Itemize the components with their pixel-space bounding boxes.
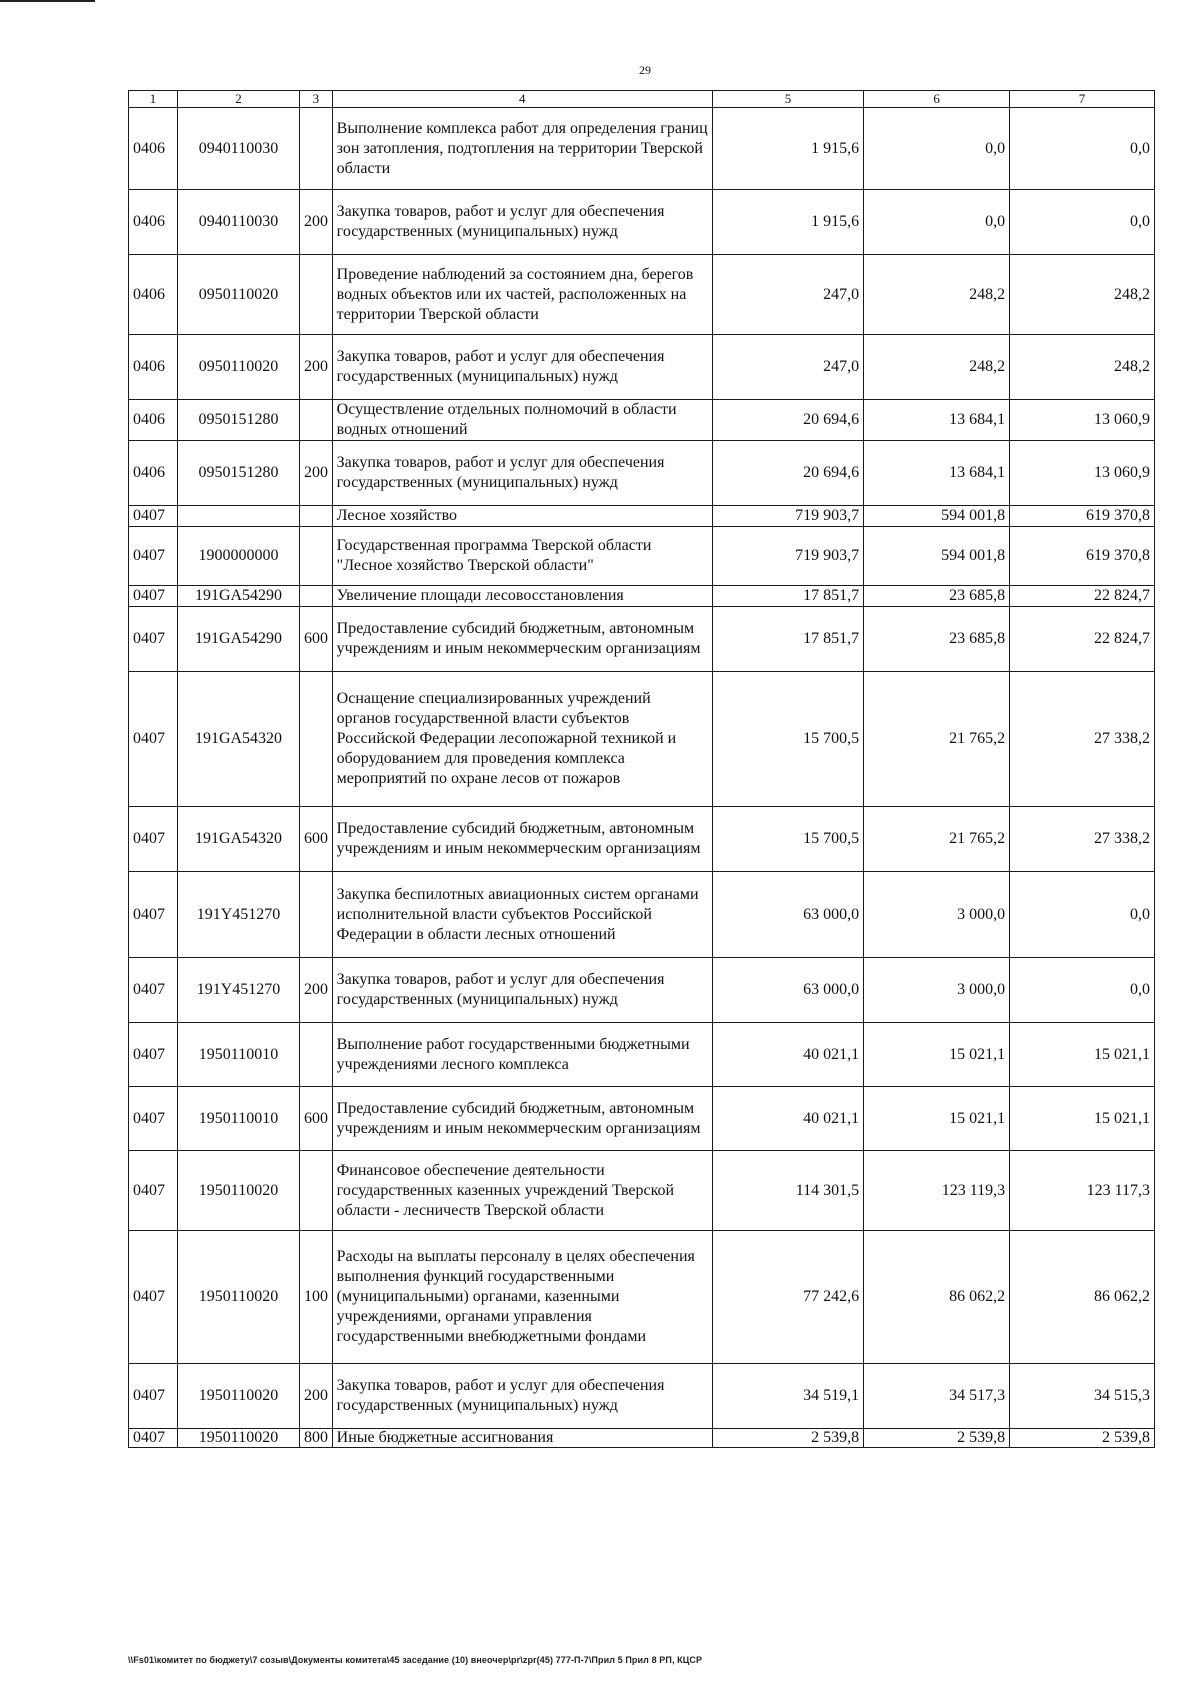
description-cell: Выполнение работ государственными бюджетными учреждениями лесного комплекса bbox=[332, 1023, 712, 1087]
value-col5-cell: 40 021,1 bbox=[712, 1023, 863, 1087]
header-row bbox=[129, 91, 1155, 108]
description-cell: Закупка товаров, работ и услуг для обеспечения государственных (муниципальных) нужд bbox=[332, 190, 712, 255]
target-code-cell: 191GA54290 bbox=[178, 607, 300, 672]
value-col6-cell: 15 021,1 bbox=[864, 1023, 1010, 1087]
expense-type-cell bbox=[299, 872, 332, 958]
section-cell: 0406 bbox=[129, 441, 178, 506]
value-col6-cell: 21 765,2 bbox=[864, 672, 1010, 807]
target-code-cell: 0950110020 bbox=[178, 255, 300, 335]
column-header-1: 1 bbox=[129, 91, 178, 108]
table-row bbox=[129, 527, 1155, 586]
value-col7-cell: 248,2 bbox=[1010, 255, 1155, 335]
description-cell: Иные бюджетные ассигнования bbox=[332, 1429, 712, 1448]
target-code-cell: 191Y451270 bbox=[178, 958, 300, 1023]
expense-type-cell: 600 bbox=[299, 607, 332, 672]
target-code-cell: 0950110020 bbox=[178, 335, 300, 400]
section-cell: 0406 bbox=[129, 335, 178, 400]
value-col5-cell: 17 851,7 bbox=[712, 586, 863, 607]
description-cell: Закупка товаров, работ и услуг для обеспечения государственных (муниципальных) нужд bbox=[332, 1364, 712, 1429]
section-cell: 0406 bbox=[129, 108, 178, 190]
description-cell: Предоставление субсидий бюджетным, автономным учреждениям и иным некоммерческим организациям bbox=[332, 607, 712, 672]
value-col5-cell: 77 242,6 bbox=[712, 1231, 863, 1364]
expense-type-cell bbox=[299, 1151, 332, 1231]
target-code-cell: 1950110020 bbox=[178, 1429, 300, 1448]
value-col5-cell: 114 301,5 bbox=[712, 1151, 863, 1231]
table-row bbox=[129, 1429, 1155, 1448]
footer-file-path: \\Fs01\комитет по бюджету\7 созыв\Документы комитета\45 заседание (10) внеочер\pr\zpr(45) 777-П-7\Прил 5 Прил 8 РП, КЦСР bbox=[128, 1655, 703, 1665]
section-cell: 0407 bbox=[129, 607, 178, 672]
value-col7-cell: 619 370,8 bbox=[1010, 506, 1155, 527]
value-col5-cell: 20 694,6 bbox=[712, 441, 863, 506]
value-col7-cell: 123 117,3 bbox=[1010, 1151, 1155, 1231]
table-row bbox=[129, 958, 1155, 1023]
section-cell: 0406 bbox=[129, 400, 178, 441]
target-code-cell bbox=[178, 506, 300, 527]
value-col5-cell: 719 903,7 bbox=[712, 527, 863, 586]
section-cell: 0407 bbox=[129, 1023, 178, 1087]
section-cell: 0407 bbox=[129, 807, 178, 872]
description-cell: Лесное хозяйство bbox=[332, 506, 712, 527]
value-col7-cell: 0,0 bbox=[1010, 872, 1155, 958]
target-code-cell: 0950151280 bbox=[178, 400, 300, 441]
value-col5-cell: 719 903,7 bbox=[712, 506, 863, 527]
target-code-cell: 191Y451270 bbox=[178, 872, 300, 958]
description-cell: Увеличение площади лесовосстановления bbox=[332, 586, 712, 607]
description-cell: Закупка товаров, работ и услуг для обеспечения государственных (муниципальных) нужд bbox=[332, 958, 712, 1023]
value-col6-cell: 21 765,2 bbox=[864, 807, 1010, 872]
table-row bbox=[129, 335, 1155, 400]
expense-type-cell bbox=[299, 255, 332, 335]
value-col6-cell: 86 062,2 bbox=[864, 1231, 1010, 1364]
expense-type-cell: 100 bbox=[299, 1231, 332, 1364]
value-col6-cell: 0,0 bbox=[864, 190, 1010, 255]
value-col7-cell: 13 060,9 bbox=[1010, 400, 1155, 441]
description-cell: Проведение наблюдений за состоянием дна, берегов водных объектов или их частей, расположенных на территории Тверской области bbox=[332, 255, 712, 335]
value-col7-cell: 86 062,2 bbox=[1010, 1231, 1155, 1364]
value-col6-cell: 13 684,1 bbox=[864, 400, 1010, 441]
description-cell: Оснащение специализированных учреждений органов государственной власти субъектов Российской Федерации лесопожарной техникой и оборудованием для проведения комплекса мероприятий по охране лесов от пожаров bbox=[332, 672, 712, 807]
value-col7-cell: 22 824,7 bbox=[1010, 586, 1155, 607]
target-code-cell: 1950110010 bbox=[178, 1087, 300, 1151]
target-code-cell: 0940110030 bbox=[178, 108, 300, 190]
section-cell: 0406 bbox=[129, 190, 178, 255]
target-code-cell: 0950151280 bbox=[178, 441, 300, 506]
budget-table bbox=[128, 90, 1155, 1448]
target-code-cell: 1950110020 bbox=[178, 1231, 300, 1364]
expense-type-cell: 600 bbox=[299, 807, 332, 872]
target-code-cell: 1950110020 bbox=[178, 1151, 300, 1231]
description-cell: Расходы на выплаты персоналу в целях обеспечения выполнения функций государственными (муниципальными) органами, казенными учреждениями, органами управления государственными внебюджетными фондами bbox=[332, 1231, 712, 1364]
section-cell: 0407 bbox=[129, 1151, 178, 1231]
expense-type-cell: 600 bbox=[299, 1087, 332, 1151]
table-row bbox=[129, 1087, 1155, 1151]
value-col6-cell: 594 001,8 bbox=[864, 506, 1010, 527]
value-col6-cell: 0,0 bbox=[864, 108, 1010, 190]
expense-type-cell bbox=[299, 672, 332, 807]
value-col7-cell: 0,0 bbox=[1010, 190, 1155, 255]
column-header-5: 5 bbox=[712, 91, 863, 108]
value-col7-cell: 13 060,9 bbox=[1010, 441, 1155, 506]
table-row bbox=[129, 506, 1155, 527]
table-row bbox=[129, 672, 1155, 807]
table-row bbox=[129, 1023, 1155, 1087]
value-col5-cell: 1 915,6 bbox=[712, 190, 863, 255]
description-cell: Финансовое обеспечение деятельности государственных казенных учреждений Тверской области - лесничеств Тверской области bbox=[332, 1151, 712, 1231]
column-header-6: 6 bbox=[864, 91, 1010, 108]
expense-type-cell: 200 bbox=[299, 190, 332, 255]
target-code-cell: 1950110020 bbox=[178, 1364, 300, 1429]
value-col7-cell: 34 515,3 bbox=[1010, 1364, 1155, 1429]
value-col7-cell: 0,0 bbox=[1010, 958, 1155, 1023]
value-col5-cell: 17 851,7 bbox=[712, 607, 863, 672]
table-row bbox=[129, 586, 1155, 607]
expense-type-cell bbox=[299, 506, 332, 527]
table-row bbox=[129, 1231, 1155, 1364]
expense-type-cell: 200 bbox=[299, 958, 332, 1023]
value-col5-cell: 20 694,6 bbox=[712, 400, 863, 441]
expense-type-cell bbox=[299, 1023, 332, 1087]
value-col6-cell: 34 517,3 bbox=[864, 1364, 1010, 1429]
table-row bbox=[129, 1364, 1155, 1429]
value-col6-cell: 13 684,1 bbox=[864, 441, 1010, 506]
value-col7-cell: 27 338,2 bbox=[1010, 672, 1155, 807]
expense-type-cell bbox=[299, 400, 332, 441]
expense-type-cell: 800 bbox=[299, 1429, 332, 1448]
target-code-cell: 0940110030 bbox=[178, 190, 300, 255]
value-col5-cell: 34 519,1 bbox=[712, 1364, 863, 1429]
table-row bbox=[129, 400, 1155, 441]
value-col6-cell: 15 021,1 bbox=[864, 1087, 1010, 1151]
value-col6-cell: 23 685,8 bbox=[864, 607, 1010, 672]
table-body bbox=[129, 108, 1155, 1448]
value-col7-cell: 619 370,8 bbox=[1010, 527, 1155, 586]
expense-type-cell bbox=[299, 527, 332, 586]
value-col7-cell: 15 021,1 bbox=[1010, 1087, 1155, 1151]
section-cell: 0407 bbox=[129, 506, 178, 527]
table-row bbox=[129, 807, 1155, 872]
section-cell: 0407 bbox=[129, 672, 178, 807]
value-col5-cell: 15 700,5 bbox=[712, 807, 863, 872]
column-header-3: 3 bbox=[299, 91, 332, 108]
value-col5-cell: 63 000,0 bbox=[712, 958, 863, 1023]
value-col5-cell: 63 000,0 bbox=[712, 872, 863, 958]
section-cell: 0407 bbox=[129, 1087, 178, 1151]
value-col7-cell: 27 338,2 bbox=[1010, 807, 1155, 872]
table-row bbox=[129, 108, 1155, 190]
value-col6-cell: 2 539,8 bbox=[864, 1429, 1010, 1448]
expense-type-cell: 200 bbox=[299, 441, 332, 506]
description-cell: Предоставление субсидий бюджетным, автономным учреждениям и иным некоммерческим организациям bbox=[332, 807, 712, 872]
target-code-cell: 1900000000 bbox=[178, 527, 300, 586]
value-col5-cell: 15 700,5 bbox=[712, 672, 863, 807]
scan-edge-line bbox=[0, 0, 95, 2]
description-cell: Предоставление субсидий бюджетным, автономным учреждениям и иным некоммерческим организациям bbox=[332, 1087, 712, 1151]
description-cell: Закупка товаров, работ и услуг для обеспечения государственных (муниципальных) нужд bbox=[332, 335, 712, 400]
section-cell: 0406 bbox=[129, 255, 178, 335]
table-row bbox=[129, 441, 1155, 506]
column-header-7: 7 bbox=[1010, 91, 1155, 108]
value-col5-cell: 2 539,8 bbox=[712, 1429, 863, 1448]
value-col7-cell: 2 539,8 bbox=[1010, 1429, 1155, 1448]
value-col6-cell: 248,2 bbox=[864, 255, 1010, 335]
section-cell: 0407 bbox=[129, 1231, 178, 1364]
value-col7-cell: 22 824,7 bbox=[1010, 607, 1155, 672]
target-code-cell: 191GA54320 bbox=[178, 807, 300, 872]
value-col5-cell: 247,0 bbox=[712, 335, 863, 400]
description-cell: Закупка беспилотных авиационных систем органами исполнительной власти субъектов Российской Федерации в области лесных отношений bbox=[332, 872, 712, 958]
column-header-2: 2 bbox=[178, 91, 300, 108]
section-cell: 0407 bbox=[129, 1364, 178, 1429]
section-cell: 0407 bbox=[129, 1429, 178, 1448]
target-code-cell: 1950110010 bbox=[178, 1023, 300, 1087]
section-cell: 0407 bbox=[129, 527, 178, 586]
table-row bbox=[129, 1151, 1155, 1231]
value-col6-cell: 248,2 bbox=[864, 335, 1010, 400]
value-col6-cell: 3 000,0 bbox=[864, 958, 1010, 1023]
value-col6-cell: 594 001,8 bbox=[864, 527, 1010, 586]
description-cell: Закупка товаров, работ и услуг для обеспечения государственных (муниципальных) нужд bbox=[332, 441, 712, 506]
value-col7-cell: 15 021,1 bbox=[1010, 1023, 1155, 1087]
section-cell: 0407 bbox=[129, 872, 178, 958]
target-code-cell: 191GA54320 bbox=[178, 672, 300, 807]
table-row bbox=[129, 255, 1155, 335]
section-cell: 0407 bbox=[129, 586, 178, 607]
expense-type-cell: 200 bbox=[299, 1364, 332, 1429]
value-col7-cell: 0,0 bbox=[1010, 108, 1155, 190]
value-col6-cell: 3 000,0 bbox=[864, 872, 1010, 958]
table-row bbox=[129, 190, 1155, 255]
value-col6-cell: 23 685,8 bbox=[864, 586, 1010, 607]
table-row bbox=[129, 872, 1155, 958]
expense-type-cell: 200 bbox=[299, 335, 332, 400]
value-col5-cell: 40 021,1 bbox=[712, 1087, 863, 1151]
description-cell: Выполнение комплекса работ для определения границ зон затопления, подтопления на территории Тверской области bbox=[332, 108, 712, 190]
expense-type-cell bbox=[299, 108, 332, 190]
expense-type-cell bbox=[299, 586, 332, 607]
table-row bbox=[129, 607, 1155, 672]
page-number: 29 bbox=[639, 63, 651, 77]
column-header-4: 4 bbox=[332, 91, 712, 108]
target-code-cell: 191GA54290 bbox=[178, 586, 300, 607]
value-col6-cell: 123 119,3 bbox=[864, 1151, 1010, 1231]
description-cell: Осуществление отдельных полномочий в области водных отношений bbox=[332, 400, 712, 441]
section-cell: 0407 bbox=[129, 958, 178, 1023]
value-col5-cell: 247,0 bbox=[712, 255, 863, 335]
value-col7-cell: 248,2 bbox=[1010, 335, 1155, 400]
value-col5-cell: 1 915,6 bbox=[712, 108, 863, 190]
description-cell: Государственная программа Тверской области "Лесное хозяйство Тверской области" bbox=[332, 527, 712, 586]
